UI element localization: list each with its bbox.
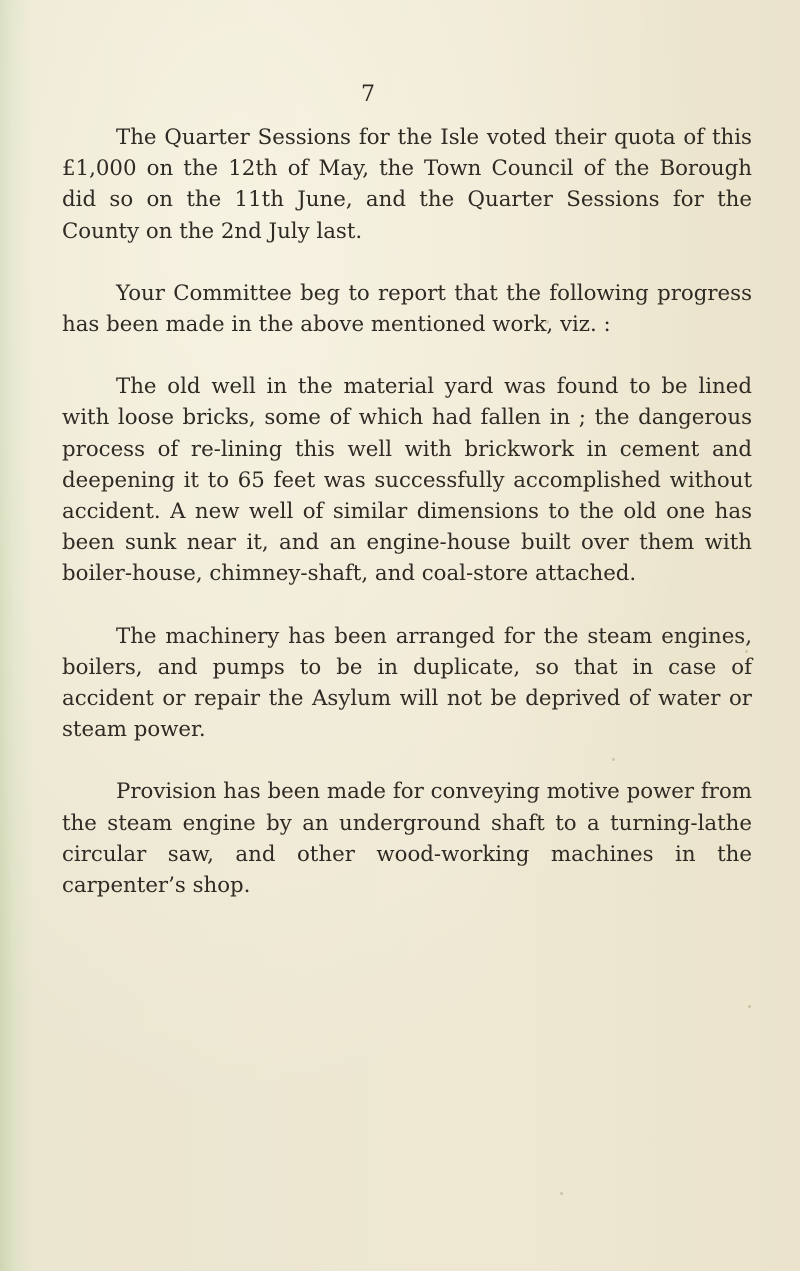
paragraph-machinery: The machinery has been arranged for the steam engines, boilers, and pumps to be in duplicate, so that in case of accident or repair the Asylum will not be deprived of water or steam power. xyxy=(62,623,752,743)
foxing-spot xyxy=(612,758,615,761)
foxing-spot xyxy=(545,320,549,324)
paragraph-provision: Provision has been made for conveying motive power from the steam engine by an underground shaft to a turning-lathe circular saw, and other wood-working machines in the carpenter’s shop. xyxy=(62,779,752,899)
paragraph-old-well: The old well in the material yard was found to be lined with loose bricks, some of which had fallen in ; the dangerous process of re-lining this well with brickwork in cement and deepening it to 65 feet was successfully accomplished without accident. A new well of similar dimensions to the old one has been sunk near it, and an engine-house built over them with boiler-house, chimney-shaft, and coal-store attached. xyxy=(62,374,752,587)
body-text xyxy=(62,122,752,901)
foxing-spot xyxy=(748,1005,751,1008)
paragraph-committee-report: Your Committee beg to report that the following progress has been made in the above mentioned work, viz. : xyxy=(62,280,752,338)
page-number: 7 xyxy=(361,82,375,107)
paragraph-quarter-sessions: The Quarter Sessions for the Isle voted their quota of this £1,000 on the 12th of May, the Town Council of the Borough did so on the 11th June, and the Quarter Sessions for the County on the 2nd July last. xyxy=(62,125,752,244)
foxing-spot xyxy=(745,650,748,653)
foxing-spot xyxy=(560,1192,563,1195)
